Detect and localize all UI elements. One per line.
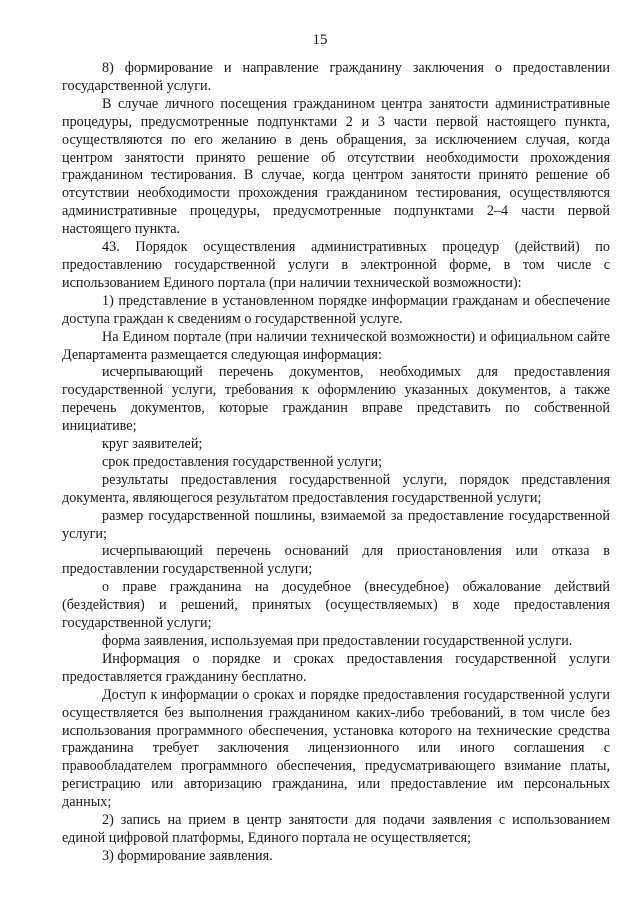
paragraph: 43. Порядок осуществления административных процедур (действий) по предоставлению государственной услуги в электронной форме, в том числе с использованием Единого портала (при наличии технической возможности):: [62, 239, 610, 291]
paragraph: Доступ к информации о сроках и порядке предоставления государственной услуги осуществляется без выполнения гражданином каких-либо требований, в том числе без использования программного обеспечения, установка которого на технические средства гражданина требует заключения лицензионного или иного соглашения с правообладателем программного обеспечения, предусматривающего взимание платы, регистрацию или авторизацию гражданина, или предоставление им персональных данных;: [62, 686, 610, 811]
paragraph: В случае личного посещения гражданином центра занятости административные процедуры, предусмотренные подпунктами 2 и 3 части первой настоящего пункта, осуществляются по его желанию в день обращения, за исключением случая, когда центром занятости принято решение об отсутствии необходимости прохождения гражданином тестирования. В случае, когда центром занятости принято решение об отсутствии необходимости прохождения гражданином тестирования, осуществляются административные процедуры, предусмотренные подпунктами 2–4 части первой настоящего пункта.: [62, 95, 610, 238]
paragraph: результаты предоставления государственной услуги, порядок представления документа, являющегося результатом предоставления государственной услуги;: [62, 471, 610, 506]
paragraph: срок предоставления государственной услуги;: [102, 453, 383, 470]
paragraph: размер государственной пошлины, взимаемой за предоставление государственной услуги;: [62, 507, 610, 542]
paragraph: исчерпывающий перечень документов, необходимых для предоставления государственной услуги, требования к оформлению указанных документов, а также перечень документов, которые гражданин вправе представить по собственной инициативе;: [62, 364, 610, 435]
paragraph: круг заявителей;: [102, 436, 203, 453]
paragraph: исчерпывающий перечень оснований для приостановления или отказа в предоставлении государственной услуги;: [62, 543, 610, 578]
paragraph: 8) формирование и направление гражданину заключения о предоставлении государственной услуги.: [62, 60, 610, 94]
paragraph: 1) представление в установленном порядке информации гражданам и обеспечение доступа граждан к сведениям о государственной услуге.: [62, 292, 610, 327]
document-body: [62, 60, 610, 866]
page-number: 15: [312, 32, 328, 48]
paragraph: Информация о порядке и сроках предоставления государственной услуги предоставляется гражданину бесплатно.: [62, 650, 610, 685]
paragraph: На Едином портале (при наличии технической возможности) и официальном сайте Департамента размещается следующая информация:: [62, 328, 610, 363]
paragraph: 3) формирование заявления.: [102, 847, 273, 864]
paragraph: 2) запись на прием в центр занятости для подачи заявления с использованием единой цифровой платформы, Единого портала не осуществляется;: [62, 812, 610, 846]
paragraph: форма заявления, используемая при предоставлении государственной услуги.: [102, 633, 573, 649]
paragraph: о праве гражданина на досудебное (внесудебное) обжалование действий (бездействия) и решений, принятых (осуществляемых) в ходе предоставления государственной услуги;: [62, 579, 610, 632]
